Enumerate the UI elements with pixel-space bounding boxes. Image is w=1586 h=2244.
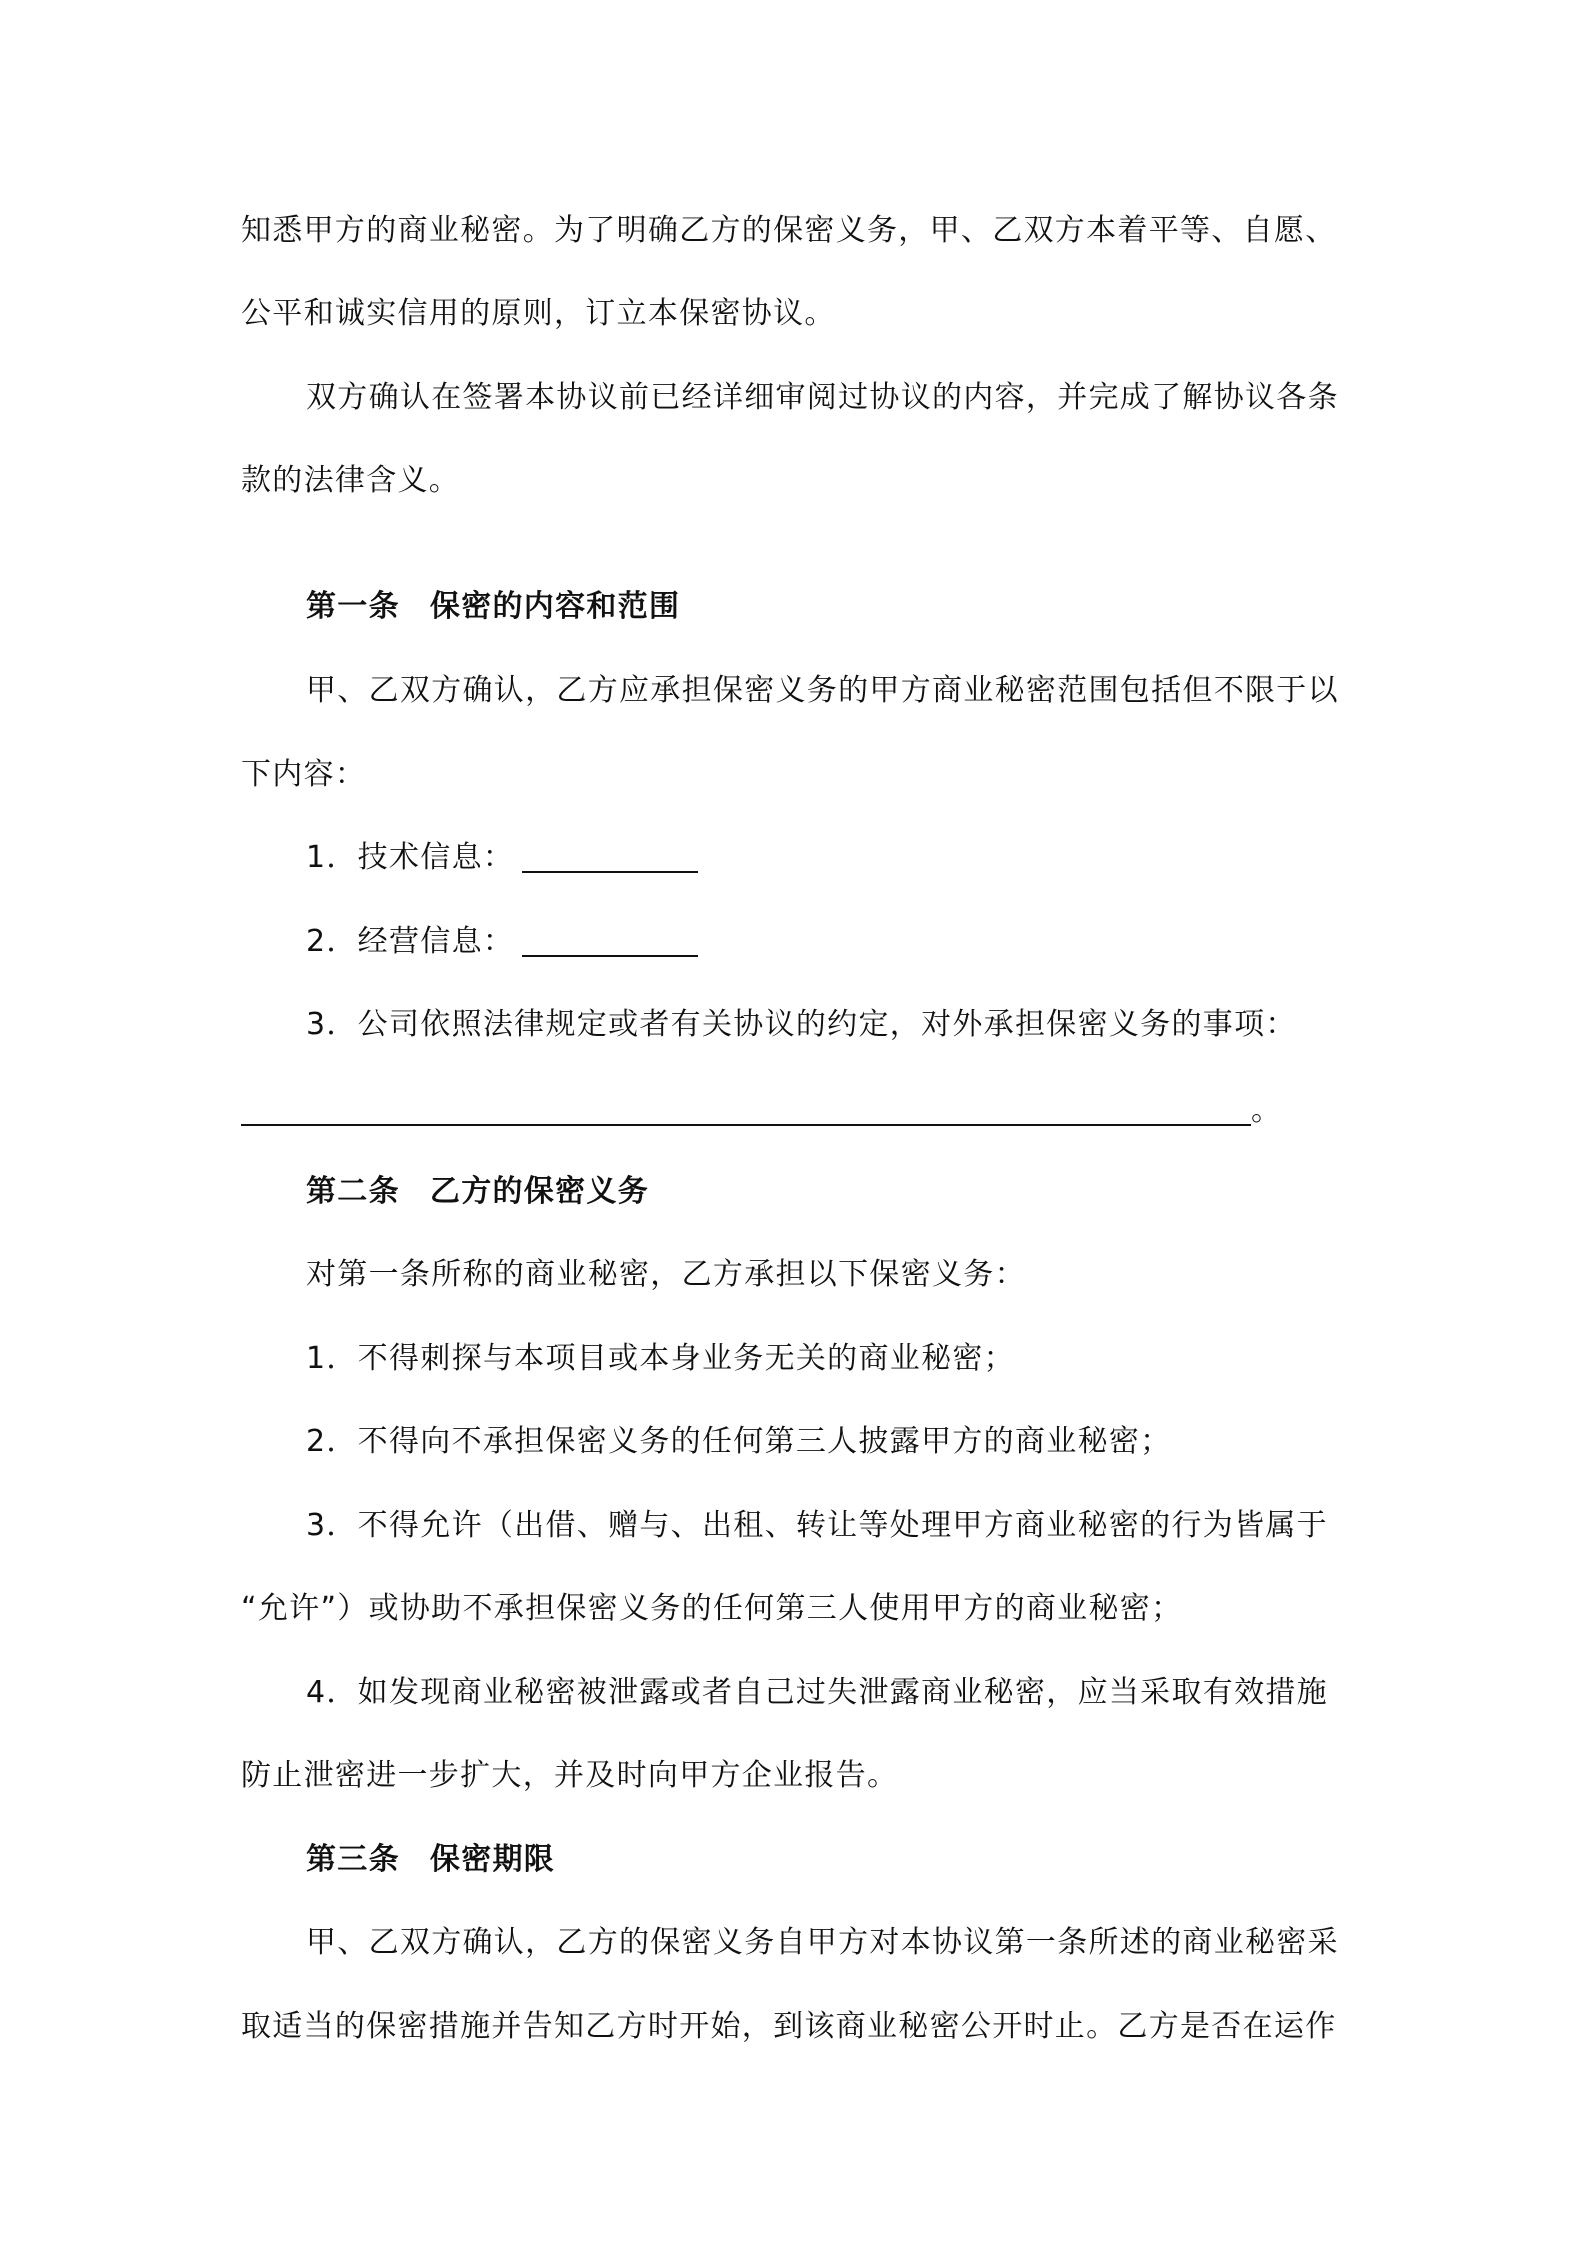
paragraph-line: 取适当的保密措施并告知乙方时开始，到该商业秘密公开时止。乙方是否在运作 [241,2009,1337,2044]
article-2-heading [306,1172,649,1212]
list-item: 2．不得向不承担保密义务的任何第三人披露甲方的商业秘密； [306,1424,1172,1459]
list-item: 4．如发现商业秘密被泄露或者自己过失泄露商业秘密，应当采取有效措施 [306,1675,1328,1710]
paragraph-line: 防止泄密进一步扩大，并及时向甲方企业报告。 [241,1758,899,1793]
paragraph-line: “允许”）或协助不承担保密义务的任何第三人使用甲方的商业秘密； [241,1591,1183,1626]
list-item-label: 1．技术信息： [306,840,515,875]
paragraph-line: 甲、乙双方确认，乙方应承担保密义务的甲方商业秘密范围包括但不限于以 [306,673,1339,708]
fill-in-blank [522,841,698,873]
paragraph-line: 公平和诚实信用的原则，订立本保密协议。 [241,296,836,331]
fill-in-line [241,1091,1282,1131]
list-item-label: 2．经营信息： [306,924,515,959]
article-3-heading [306,1840,555,1880]
list-item [306,922,698,962]
paragraph-line: 对第一条所称的商业秘密，乙方承担以下保密义务： [306,1257,1026,1292]
article-number: 第一条 [306,589,400,624]
list-item: 3．不得允许（出借、赠与、出租、转让等处理甲方商业秘密的行为皆属于 [306,1508,1328,1543]
paragraph-line: 下内容： [241,757,367,792]
paragraph-line: 双方确认在签署本协议前已经详细审阅过协议的内容，并完成了解协议各条 [306,380,1339,415]
paragraph-line: 甲、乙双方确认，乙方的保密义务自甲方对本协议第一条所述的商业秘密采 [306,1925,1339,1960]
fill-in-blank [522,925,698,957]
article-number: 第二条 [306,1174,400,1209]
article-title: 保密的内容和范围 [429,589,681,624]
article-title: 保密期限 [429,1842,556,1877]
list-item [306,838,698,878]
article-title: 乙方的保密义务 [429,1174,650,1209]
period-mark: 。 [1251,1093,1283,1128]
article-number: 第三条 [306,1842,400,1877]
fill-in-blank [241,1094,1251,1126]
list-item: 1．不得刺探与本项目或本身业务无关的商业秘密； [306,1341,1015,1376]
paragraph-line: 款的法律含义。 [241,463,461,498]
article-1-heading [306,587,680,627]
paragraph-line: 知悉甲方的商业秘密。为了明确乙方的保密义务，甲、乙双方本着平等、自愿、 [241,213,1337,248]
list-item: 3．公司依照法律规定或者有关协议的约定，对外承担保密义务的事项： [306,1007,1297,1042]
